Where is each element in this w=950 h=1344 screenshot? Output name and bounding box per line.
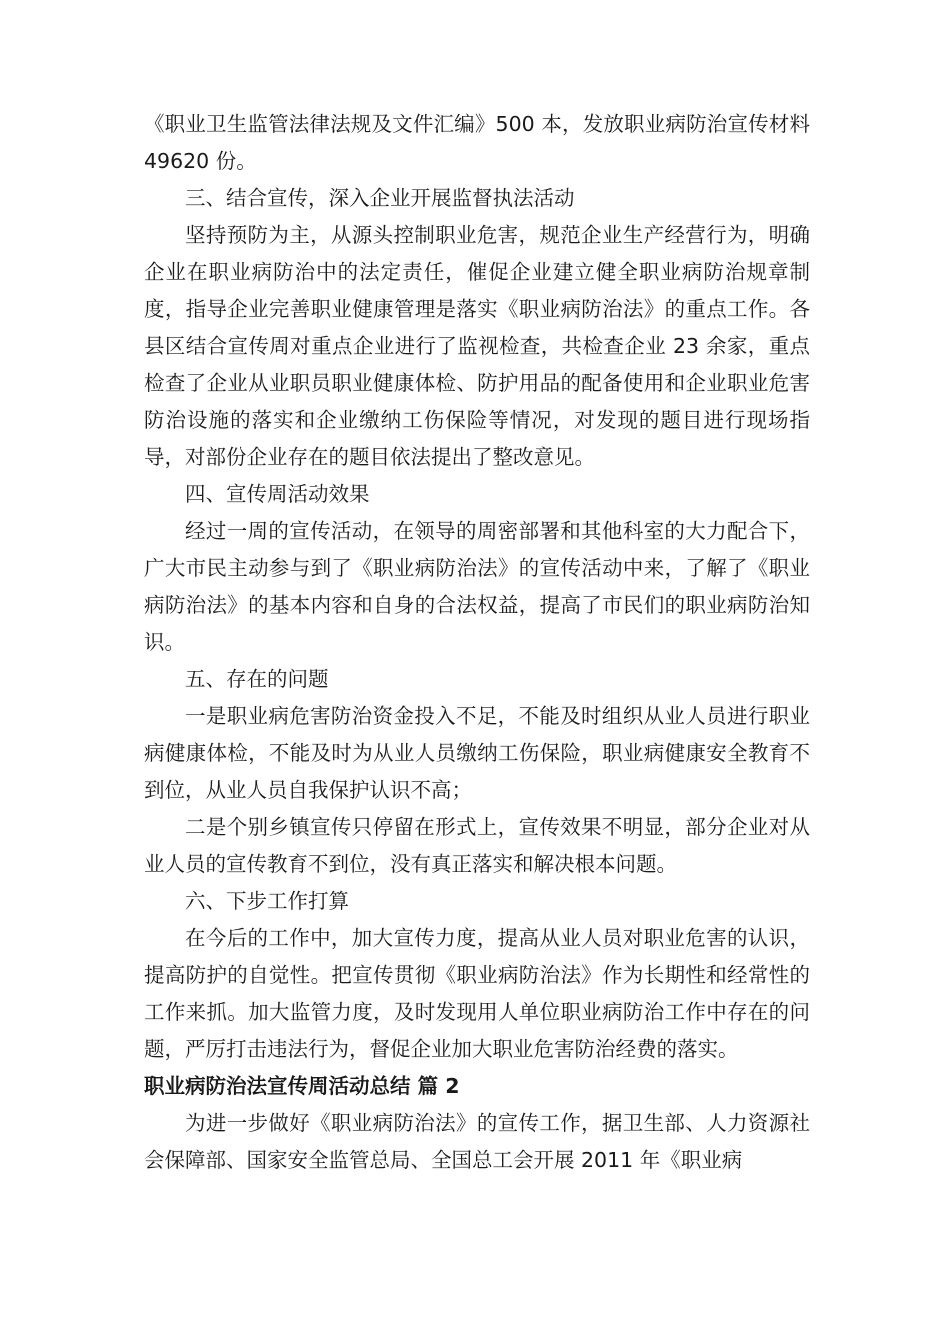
article-title-2: 职业病防治法宣传周活动总结 篇 2 [144,1074,460,1098]
section-heading-4: 四、宣传周活动效果 [185,482,370,506]
paragraph-materials-count: 《职业卫生监管法律法规及文件汇编》500 本，发放职业病防治宣传材料 49620 份。 [144,112,810,173]
paragraph-next-steps: 在今后的工作中，加大宣传力度，提高从业人员对职业危害的认识，提高防护的自觉性。把宣传贯彻《职业病防治法》作为长期性和经常性的工作来抓。加大监管力度，及时发现用人单位职业病防治工作中存在的问题，严厉打击违法行为，督促企业加大职业危害防治经费的落实。 [144,926,810,1061]
paragraph-effect: 经过一周的宣传活动，在领导的周密部署和其他科室的大力配合下，广大市民主动参与到了《职业病防治法》的宣传活动中来，了解了《职业病防治法》的基本内容和自身的合法权益，提高了市民们的职业病防治知识。 [144,519,810,654]
paragraph-problem-1: 一是职业病危害防治资金投入不足，不能及时组织从业人员进行职业病健康体检，不能及时为从业人员缴纳工伤保险，职业病健康安全教育不到位，从业人员自我保护认识不高； [144,704,810,802]
document-body [144,106,810,1179]
paragraph-problem-2: 二是个别乡镇宣传只停留在形式上，宣传效果不明显，部分企业对从业人员的宣传教育不到位，没有真正落实和解决根本问题。 [144,815,810,876]
section-heading-5: 五、存在的问题 [185,667,329,691]
section-heading-6: 六、下步工作打算 [185,889,349,913]
paragraph-supervision: 坚持预防为主，从源头控制职业危害，规范企业生产经营行为，明确企业在职业病防治中的法定责任，催促企业建立健全职业病防治规章制度，指导企业完善职业健康管理是落实《职业病防治法》的重点工作。各县区结合宣传周对重点企业进行了监视检查，共检查企业 23 余家，重点检查了企业从业职员职业健康体检、防护用品的配备使用和企业职业危害防治设施的落实和企业缴纳工伤保险等情况，对发现的题目进行现场指导，对部份企业存在的题目依法提出了整改意见。 [144,223,810,469]
section-heading-3: 三、结合宣传，深入企业开展监督执法活动 [185,186,575,210]
paragraph-article-2-intro: 为进一步做好《职业病防治法》的宣传工作，据卫生部、人力资源社会保障部、国家安全监管总局、全国总工会开展 2011 年《职业病 [144,1111,810,1172]
